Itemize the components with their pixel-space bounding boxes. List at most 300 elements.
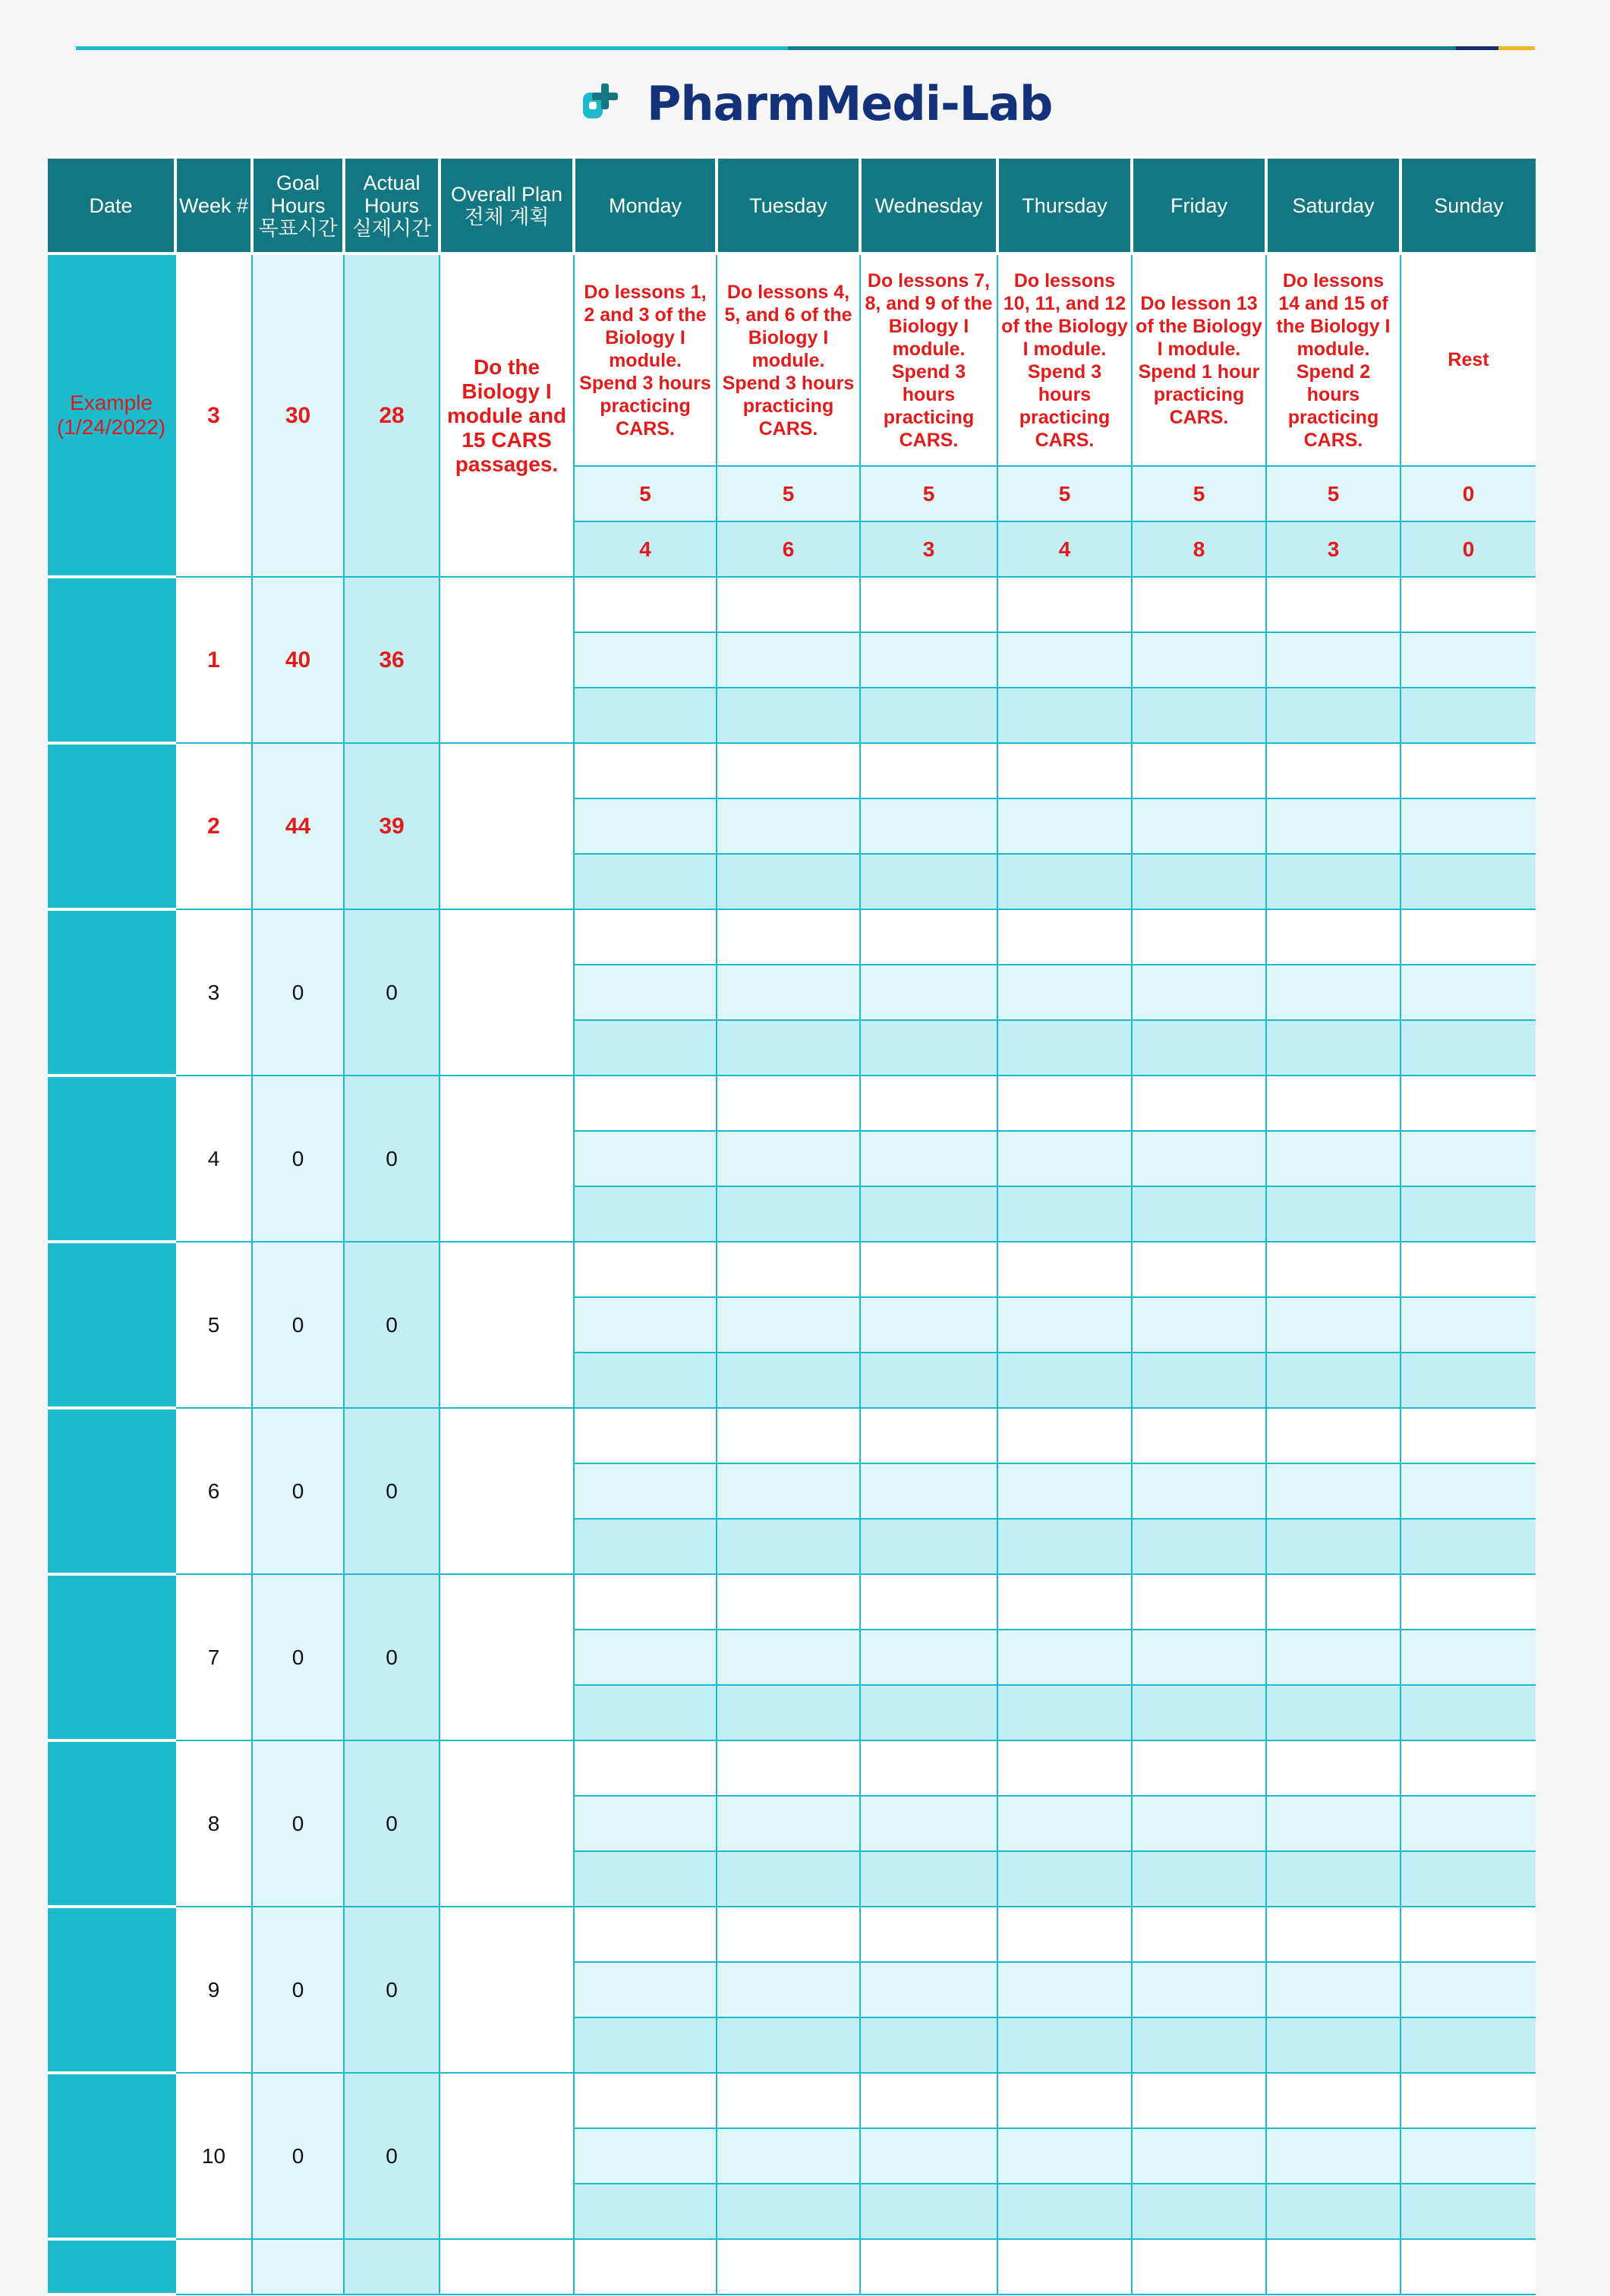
week-7-saturday-goal[interactable] (1266, 1630, 1400, 1685)
week-10-saturday-plan[interactable] (1266, 2073, 1400, 2128)
week-8-actual-cell[interactable] (344, 1740, 440, 1907)
week-7-sunday-actual[interactable] (1400, 1685, 1536, 1740)
week-6-wednesday-goal[interactable] (860, 1463, 997, 1519)
week-6-wednesday-actual[interactable] (860, 1519, 997, 1574)
week-6-thursday-goal[interactable] (997, 1463, 1132, 1519)
week-7-overall-plan-cell[interactable] (440, 1574, 574, 1740)
next-week-monday-plan[interactable] (574, 2239, 717, 2294)
week-3-friday-goal[interactable] (1132, 965, 1266, 1020)
week-9-monday-goal[interactable] (574, 1962, 717, 2017)
week-7-tuesday-actual[interactable] (717, 1685, 860, 1740)
week-3-date-cell[interactable] (48, 909, 175, 1076)
week-9-wednesday-plan[interactable] (860, 1907, 997, 1962)
week-1-date-cell[interactable] (48, 577, 175, 743)
week-7-wednesday-goal[interactable] (860, 1630, 997, 1685)
week-8-wednesday-actual[interactable] (860, 1851, 997, 1907)
week-2-wednesday-actual[interactable] (860, 854, 997, 909)
week-6-saturday-plan[interactable] (1266, 1408, 1400, 1463)
week-2-sunday-goal[interactable] (1400, 798, 1536, 854)
week-5-tuesday-plan[interactable] (717, 1242, 860, 1297)
example-overall-plan-cell[interactable] (440, 254, 574, 577)
week-3-thursday-goal[interactable] (997, 965, 1132, 1020)
week-3-wednesday-plan[interactable] (860, 909, 997, 965)
week-1-thursday-plan[interactable] (997, 577, 1132, 632)
week-3-overall-plan-cell[interactable] (440, 909, 574, 1076)
week-6-friday-actual[interactable] (1132, 1519, 1266, 1574)
week-4-sunday-plan[interactable] (1400, 1076, 1536, 1131)
example-wednesday-plan[interactable]: Do lessons 7, 8, and 9 of the Biology I module. Spend 3 hours practicing CARS. (860, 254, 997, 466)
week-3-thursday-actual[interactable] (997, 1020, 1132, 1076)
week-10-tuesday-plan[interactable] (717, 2073, 860, 2128)
week-4-friday-actual[interactable] (1132, 1186, 1266, 1242)
week-9-overall-plan-cell[interactable] (440, 1907, 574, 2073)
week-5-saturday-goal[interactable] (1266, 1297, 1400, 1353)
week-6-number-cell[interactable] (175, 1408, 252, 1574)
week-6-overall-plan-cell[interactable] (440, 1408, 574, 1574)
week-10-actual-cell[interactable] (344, 2073, 440, 2239)
week-1-saturday-plan[interactable] (1266, 577, 1400, 632)
week-8-monday-plan[interactable] (574, 1740, 717, 1796)
week-5-wednesday-goal[interactable] (860, 1297, 997, 1353)
week-4-thursday-plan[interactable] (997, 1076, 1132, 1131)
week-9-friday-plan[interactable] (1132, 1907, 1266, 1962)
week-1-monday-plan[interactable] (574, 577, 717, 632)
week-1-wednesday-goal[interactable] (860, 632, 997, 688)
week-3-saturday-goal[interactable] (1266, 965, 1400, 1020)
example-sunday-plan[interactable]: Rest (1400, 254, 1536, 466)
week-8-monday-actual[interactable] (574, 1851, 717, 1907)
week-10-friday-goal[interactable] (1132, 2128, 1266, 2184)
week-10-tuesday-goal[interactable] (717, 2128, 860, 2184)
week-9-saturday-goal[interactable] (1266, 1962, 1400, 2017)
week-5-sunday-plan[interactable] (1400, 1242, 1536, 1297)
example-tuesday-plan[interactable]: Do lessons 4, 5, and 6 of the Biology I module. Spend 3 hours practicing CARS. (717, 254, 860, 466)
week-5-actual-cell[interactable] (344, 1242, 440, 1408)
next-week-overall-plan-cell[interactable] (440, 2239, 574, 2294)
week-3-thursday-plan[interactable] (997, 909, 1132, 965)
week-3-tuesday-plan[interactable] (717, 909, 860, 965)
example-monday-plan[interactable]: Do lessons 1, 2 and 3 of the Biology I module. Spend 3 hours practicing CARS. (574, 254, 717, 466)
week-6-tuesday-goal[interactable] (717, 1463, 860, 1519)
week-5-sunday-goal[interactable] (1400, 1297, 1536, 1353)
week-4-saturday-actual[interactable] (1266, 1186, 1400, 1242)
week-4-monday-actual[interactable] (574, 1186, 717, 1242)
week-2-overall-plan-cell[interactable] (440, 743, 574, 909)
week-3-goal-cell[interactable] (252, 909, 344, 1076)
week-8-goal-cell[interactable] (252, 1740, 344, 1907)
week-3-friday-actual[interactable] (1132, 1020, 1266, 1076)
week-8-monday-goal[interactable] (574, 1796, 717, 1851)
week-1-tuesday-goal[interactable] (717, 632, 860, 688)
week-2-number-cell[interactable] (175, 743, 252, 909)
week-3-tuesday-actual[interactable] (717, 1020, 860, 1076)
week-7-sunday-goal[interactable] (1400, 1630, 1536, 1685)
week-9-actual-cell[interactable] (344, 1907, 440, 2073)
week-4-thursday-actual[interactable] (997, 1186, 1132, 1242)
week-10-thursday-plan[interactable] (997, 2073, 1132, 2128)
example-week-cell[interactable] (175, 254, 252, 577)
week-5-thursday-goal[interactable] (997, 1297, 1132, 1353)
week-4-sunday-actual[interactable] (1400, 1186, 1536, 1242)
week-2-tuesday-actual[interactable] (717, 854, 860, 909)
week-5-date-cell[interactable] (48, 1242, 175, 1408)
week-4-goal-cell[interactable] (252, 1076, 344, 1242)
week-10-overall-plan-cell[interactable] (440, 2073, 574, 2239)
week-7-saturday-actual[interactable] (1266, 1685, 1400, 1740)
week-5-tuesday-goal[interactable] (717, 1297, 860, 1353)
week-9-tuesday-actual[interactable] (717, 2017, 860, 2073)
week-8-wednesday-plan[interactable] (860, 1740, 997, 1796)
week-10-sunday-plan[interactable] (1400, 2073, 1536, 2128)
week-8-friday-goal[interactable] (1132, 1796, 1266, 1851)
example-monday-actual[interactable]: 4 (574, 521, 717, 577)
example-tuesday-actual[interactable]: 6 (717, 521, 860, 577)
next-week-wednesday-plan[interactable] (860, 2239, 997, 2294)
week-8-friday-actual[interactable] (1132, 1851, 1266, 1907)
week-2-actual-cell[interactable] (344, 743, 440, 909)
week-6-monday-plan[interactable] (574, 1408, 717, 1463)
week-7-saturday-plan[interactable] (1266, 1574, 1400, 1630)
week-9-sunday-actual[interactable] (1400, 2017, 1536, 2073)
week-2-monday-actual[interactable] (574, 854, 717, 909)
week-8-sunday-actual[interactable] (1400, 1851, 1536, 1907)
example-monday-goal[interactable]: 5 (574, 466, 717, 521)
week-6-date-cell[interactable] (48, 1408, 175, 1574)
week-2-friday-goal[interactable] (1132, 798, 1266, 854)
example-actual-cell[interactable] (344, 254, 440, 577)
week-6-friday-goal[interactable] (1132, 1463, 1266, 1519)
week-7-thursday-actual[interactable] (997, 1685, 1132, 1740)
week-4-actual-cell[interactable] (344, 1076, 440, 1242)
week-8-tuesday-plan[interactable] (717, 1740, 860, 1796)
week-7-friday-actual[interactable] (1132, 1685, 1266, 1740)
week-8-saturday-actual[interactable] (1266, 1851, 1400, 1907)
week-9-tuesday-goal[interactable] (717, 1962, 860, 2017)
week-2-sunday-plan[interactable] (1400, 743, 1536, 798)
week-2-saturday-actual[interactable] (1266, 854, 1400, 909)
week-4-monday-goal[interactable] (574, 1131, 717, 1186)
example-saturday-plan[interactable]: Do lessons 14 and 15 of the Biology I module. Spend 2 hours practicing CARS. (1266, 254, 1400, 466)
week-7-date-cell[interactable] (48, 1574, 175, 1740)
week-10-friday-plan[interactable] (1132, 2073, 1266, 2128)
week-1-saturday-goal[interactable] (1266, 632, 1400, 688)
week-5-wednesday-actual[interactable] (860, 1353, 997, 1408)
week-6-saturday-actual[interactable] (1266, 1519, 1400, 1574)
week-9-wednesday-actual[interactable] (860, 2017, 997, 2073)
week-9-friday-actual[interactable] (1132, 2017, 1266, 2073)
week-9-saturday-actual[interactable] (1266, 2017, 1400, 2073)
week-7-thursday-goal[interactable] (997, 1630, 1132, 1685)
week-1-wednesday-plan[interactable] (860, 577, 997, 632)
week-10-thursday-goal[interactable] (997, 2128, 1132, 2184)
week-5-goal-cell[interactable] (252, 1242, 344, 1408)
week-2-thursday-actual[interactable] (997, 854, 1132, 909)
week-10-monday-plan[interactable] (574, 2073, 717, 2128)
week-1-thursday-goal[interactable] (997, 632, 1132, 688)
week-5-number-cell[interactable] (175, 1242, 252, 1408)
week-7-thursday-plan[interactable] (997, 1574, 1132, 1630)
week-2-monday-goal[interactable] (574, 798, 717, 854)
week-7-monday-goal[interactable] (574, 1630, 717, 1685)
week-6-sunday-plan[interactable] (1400, 1408, 1536, 1463)
week-1-overall-plan-cell[interactable] (440, 577, 574, 743)
next-week-saturday-plan[interactable] (1266, 2239, 1400, 2294)
week-1-friday-actual[interactable] (1132, 688, 1266, 743)
next-week-actual-cell[interactable] (344, 2239, 440, 2294)
week-4-sunday-goal[interactable] (1400, 1131, 1536, 1186)
week-6-actual-cell[interactable] (344, 1408, 440, 1574)
week-5-tuesday-actual[interactable] (717, 1353, 860, 1408)
week-2-saturday-goal[interactable] (1266, 798, 1400, 854)
example-thursday-goal[interactable]: 5 (997, 466, 1132, 521)
week-9-number-cell[interactable] (175, 1907, 252, 2073)
week-5-friday-actual[interactable] (1132, 1353, 1266, 1408)
week-6-wednesday-plan[interactable] (860, 1408, 997, 1463)
week-4-overall-plan-cell[interactable] (440, 1076, 574, 1242)
week-2-tuesday-goal[interactable] (717, 798, 860, 854)
week-4-number-cell[interactable] (175, 1076, 252, 1242)
example-sunday-goal[interactable]: 0 (1400, 466, 1536, 521)
actual-hours: 0 (386, 1312, 398, 1337)
week-9-tuesday-plan[interactable] (717, 1907, 860, 1962)
week-9-monday-plan[interactable] (574, 1907, 717, 1962)
week-8-wednesday-goal[interactable] (860, 1796, 997, 1851)
week-4-friday-goal[interactable] (1132, 1131, 1266, 1186)
week-2-thursday-goal[interactable] (997, 798, 1132, 854)
example-sunday-actual[interactable]: 0 (1400, 521, 1536, 577)
week-2-wednesday-plan[interactable] (860, 743, 997, 798)
week-10-tuesday-actual[interactable] (717, 2184, 860, 2239)
week-4-tuesday-actual[interactable] (717, 1186, 860, 1242)
week-8-thursday-goal[interactable] (997, 1796, 1132, 1851)
example-friday-plan[interactable]: Do lesson 13 of the Biology I module. Spend 1 hour practicing CARS. (1132, 254, 1266, 466)
week-4-date-cell[interactable] (48, 1076, 175, 1242)
week-1-tuesday-actual[interactable] (717, 688, 860, 743)
week-7-wednesday-plan[interactable] (860, 1574, 997, 1630)
week-2-date-cell[interactable] (48, 743, 175, 909)
week-5-wednesday-plan[interactable] (860, 1242, 997, 1297)
week-2-wednesday-goal[interactable] (860, 798, 997, 854)
week-7-monday-actual[interactable] (574, 1685, 717, 1740)
week-5-friday-goal[interactable] (1132, 1297, 1266, 1353)
week-7-monday-plan[interactable] (574, 1574, 717, 1630)
week-4-tuesday-goal[interactable] (717, 1131, 860, 1186)
week-7-friday-plan[interactable] (1132, 1574, 1266, 1630)
example-saturday-actual[interactable]: 3 (1266, 521, 1400, 577)
week-4-saturday-plan[interactable] (1266, 1076, 1400, 1131)
week-9-monday-actual[interactable] (574, 2017, 717, 2073)
week-6-friday-plan[interactable] (1132, 1408, 1266, 1463)
week-3-sunday-goal[interactable] (1400, 965, 1536, 1020)
week-6-sunday-goal[interactable] (1400, 1463, 1536, 1519)
week-5-monday-plan[interactable] (574, 1242, 717, 1297)
week-10-thursday-actual[interactable] (997, 2184, 1132, 2239)
week-1-actual-cell[interactable] (344, 577, 440, 743)
example-wednesday-goal[interactable]: 5 (860, 466, 997, 521)
example-wednesday-actual[interactable]: 3 (860, 521, 997, 577)
week-7-wednesday-actual[interactable] (860, 1685, 997, 1740)
week-8-thursday-actual[interactable] (997, 1851, 1132, 1907)
week-3-wednesday-goal[interactable] (860, 965, 997, 1020)
week-4-tuesday-plan[interactable] (717, 1076, 860, 1131)
week-8-sunday-goal[interactable] (1400, 1796, 1536, 1851)
week-3-saturday-plan[interactable] (1266, 909, 1400, 965)
example-tuesday-goal[interactable]: 5 (717, 466, 860, 521)
week-3-number-cell[interactable] (175, 909, 252, 1076)
week-6-monday-actual[interactable] (574, 1519, 717, 1574)
week-6-goal-cell[interactable] (252, 1408, 344, 1574)
week-7-number-cell[interactable] (175, 1574, 252, 1740)
week-3-monday-plan[interactable] (574, 909, 717, 965)
week-9-saturday-plan[interactable] (1266, 1907, 1400, 1962)
week-1-sunday-plan[interactable] (1400, 577, 1536, 632)
week-8-sunday-plan[interactable] (1400, 1740, 1536, 1796)
week-6-tuesday-plan[interactable] (717, 1408, 860, 1463)
week-3-friday-plan[interactable] (1132, 909, 1266, 965)
week-4-friday-plan[interactable] (1132, 1076, 1266, 1131)
next-week-sunday-plan[interactable] (1400, 2239, 1536, 2294)
next-week-date-cell[interactable] (48, 2239, 175, 2294)
week-9-thursday-goal[interactable] (997, 1962, 1132, 2017)
week-1-monday-actual[interactable] (574, 688, 717, 743)
week-5-monday-goal[interactable] (574, 1297, 717, 1353)
week-8-tuesday-actual[interactable] (717, 1851, 860, 1907)
week-4-thursday-goal[interactable] (997, 1131, 1132, 1186)
week-7-sunday-plan[interactable] (1400, 1574, 1536, 1630)
week-1-saturday-actual[interactable] (1266, 688, 1400, 743)
week-5-saturday-actual[interactable] (1266, 1353, 1400, 1408)
week-9-thursday-actual[interactable] (997, 2017, 1132, 2073)
week-2-saturday-plan[interactable] (1266, 743, 1400, 798)
week-2-goal-cell[interactable] (252, 743, 344, 909)
week-2-friday-plan[interactable] (1132, 743, 1266, 798)
week-6-tuesday-actual[interactable] (717, 1519, 860, 1574)
next-week-number-cell[interactable] (175, 2239, 252, 2294)
week-1-monday-goal[interactable] (574, 632, 717, 688)
week-1-sunday-actual[interactable] (1400, 688, 1536, 743)
week-7-tuesday-plan[interactable] (717, 1574, 860, 1630)
goal-hours: 0 (291, 1312, 304, 1337)
week-3-monday-goal[interactable] (574, 965, 717, 1020)
week-9-date-cell[interactable] (48, 1907, 175, 2073)
week-4-saturday-goal[interactable] (1266, 1131, 1400, 1186)
week-10-sunday-actual[interactable] (1400, 2184, 1536, 2239)
next-week-goal-cell[interactable] (252, 2239, 344, 2294)
week-9-friday-goal[interactable] (1132, 1962, 1266, 2017)
week-4-wednesday-goal[interactable] (860, 1131, 997, 1186)
week-1-friday-plan[interactable] (1132, 577, 1266, 632)
week-5-friday-plan[interactable] (1132, 1242, 1266, 1297)
example-thursday-plan[interactable]: Do lessons 10, 11, and 12 of the Biology I module. Spend 3 hours practicing CARS. (997, 254, 1132, 466)
week-7-friday-goal[interactable] (1132, 1630, 1266, 1685)
week-10-monday-goal[interactable] (574, 2128, 717, 2184)
week-8-friday-plan[interactable] (1132, 1740, 1266, 1796)
week-9-thursday-plan[interactable] (997, 1907, 1132, 1962)
week-1-sunday-goal[interactable] (1400, 632, 1536, 688)
week-4-monday-plan[interactable] (574, 1076, 717, 1131)
week-8-thursday-plan[interactable] (997, 1740, 1132, 1796)
week-3-tuesday-goal[interactable] (717, 965, 860, 1020)
week-2-tuesday-plan[interactable] (717, 743, 860, 798)
week-5-monday-actual[interactable] (574, 1353, 717, 1408)
week-1-thursday-actual[interactable] (997, 688, 1132, 743)
week-8-number-cell[interactable] (175, 1740, 252, 1907)
week-10-date-cell[interactable] (48, 2073, 175, 2239)
week-9-sunday-goal[interactable] (1400, 1962, 1536, 2017)
week-3-monday-actual[interactable] (574, 1020, 717, 1076)
week-1-wednesday-actual[interactable] (860, 688, 997, 743)
week-9-goal-cell[interactable] (252, 1907, 344, 2073)
week-10-friday-actual[interactable] (1132, 2184, 1266, 2239)
week-9-sunday-plan[interactable] (1400, 1907, 1536, 1962)
next-week-friday-plan[interactable] (1132, 2239, 1266, 2294)
week-1-goal-cell[interactable] (252, 577, 344, 743)
week-10-saturday-goal[interactable] (1266, 2128, 1400, 2184)
week-4-wednesday-actual[interactable] (860, 1186, 997, 1242)
week-7-actual-cell[interactable] (344, 1574, 440, 1740)
week-10-wednesday-plan[interactable] (860, 2073, 997, 2128)
week-6-saturday-goal[interactable] (1266, 1463, 1400, 1519)
week-3-sunday-actual[interactable] (1400, 1020, 1536, 1076)
week-10-wednesday-actual[interactable] (860, 2184, 997, 2239)
week-2-monday-plan[interactable] (574, 743, 717, 798)
week-10-goal-cell[interactable] (252, 2073, 344, 2239)
week-6-thursday-actual[interactable] (997, 1519, 1132, 1574)
week-9-wednesday-goal[interactable] (860, 1962, 997, 2017)
week-6-monday-goal[interactable] (574, 1463, 717, 1519)
week-8-saturday-plan[interactable] (1266, 1740, 1400, 1796)
week-6-sunday-actual[interactable] (1400, 1519, 1536, 1574)
week-6-thursday-plan[interactable] (997, 1408, 1132, 1463)
week-5-thursday-plan[interactable] (997, 1242, 1132, 1297)
week-2-sunday-actual[interactable] (1400, 854, 1536, 909)
week-2-thursday-plan[interactable] (997, 743, 1132, 798)
week-1-tuesday-plan[interactable] (717, 577, 860, 632)
example-thursday-actual[interactable]: 4 (997, 521, 1132, 577)
week-5-saturday-plan[interactable] (1266, 1242, 1400, 1297)
week-1-friday-goal[interactable] (1132, 632, 1266, 688)
week-7-goal-cell[interactable] (252, 1574, 344, 1740)
week-7-tuesday-goal[interactable] (717, 1630, 860, 1685)
example-goal-cell[interactable] (252, 254, 344, 577)
week-3-actual-cell[interactable] (344, 909, 440, 1076)
week-5-overall-plan-cell[interactable] (440, 1242, 574, 1408)
week-8-saturday-goal[interactable] (1266, 1796, 1400, 1851)
week-5-sunday-actual[interactable] (1400, 1353, 1536, 1408)
week-8-date-cell[interactable] (48, 1740, 175, 1907)
week-5-thursday-actual[interactable] (997, 1353, 1132, 1408)
week-8-overall-plan-cell[interactable] (440, 1740, 574, 1907)
week-3-sunday-plan[interactable] (1400, 909, 1536, 965)
week-4-wednesday-plan[interactable] (860, 1076, 997, 1131)
week-3-wednesday-actual[interactable] (860, 1020, 997, 1076)
week-2-friday-actual[interactable] (1132, 854, 1266, 909)
week-10-number-cell[interactable] (175, 2073, 252, 2239)
week-3-saturday-actual[interactable] (1266, 1020, 1400, 1076)
example-friday-goal[interactable]: 5 (1132, 466, 1266, 521)
next-week-thursday-plan[interactable] (997, 2239, 1132, 2294)
week-10-monday-actual[interactable] (574, 2184, 717, 2239)
week-8-tuesday-goal[interactable] (717, 1796, 860, 1851)
week-10-saturday-actual[interactable] (1266, 2184, 1400, 2239)
week-10-wednesday-goal[interactable] (860, 2128, 997, 2184)
week-1-number-cell[interactable] (175, 577, 252, 743)
example-friday-actual[interactable]: 8 (1132, 521, 1266, 577)
week-10-sunday-goal[interactable] (1400, 2128, 1536, 2184)
next-week-tuesday-plan[interactable] (717, 2239, 860, 2294)
example-saturday-goal[interactable]: 5 (1266, 466, 1400, 521)
example-date-cell[interactable] (48, 254, 175, 577)
